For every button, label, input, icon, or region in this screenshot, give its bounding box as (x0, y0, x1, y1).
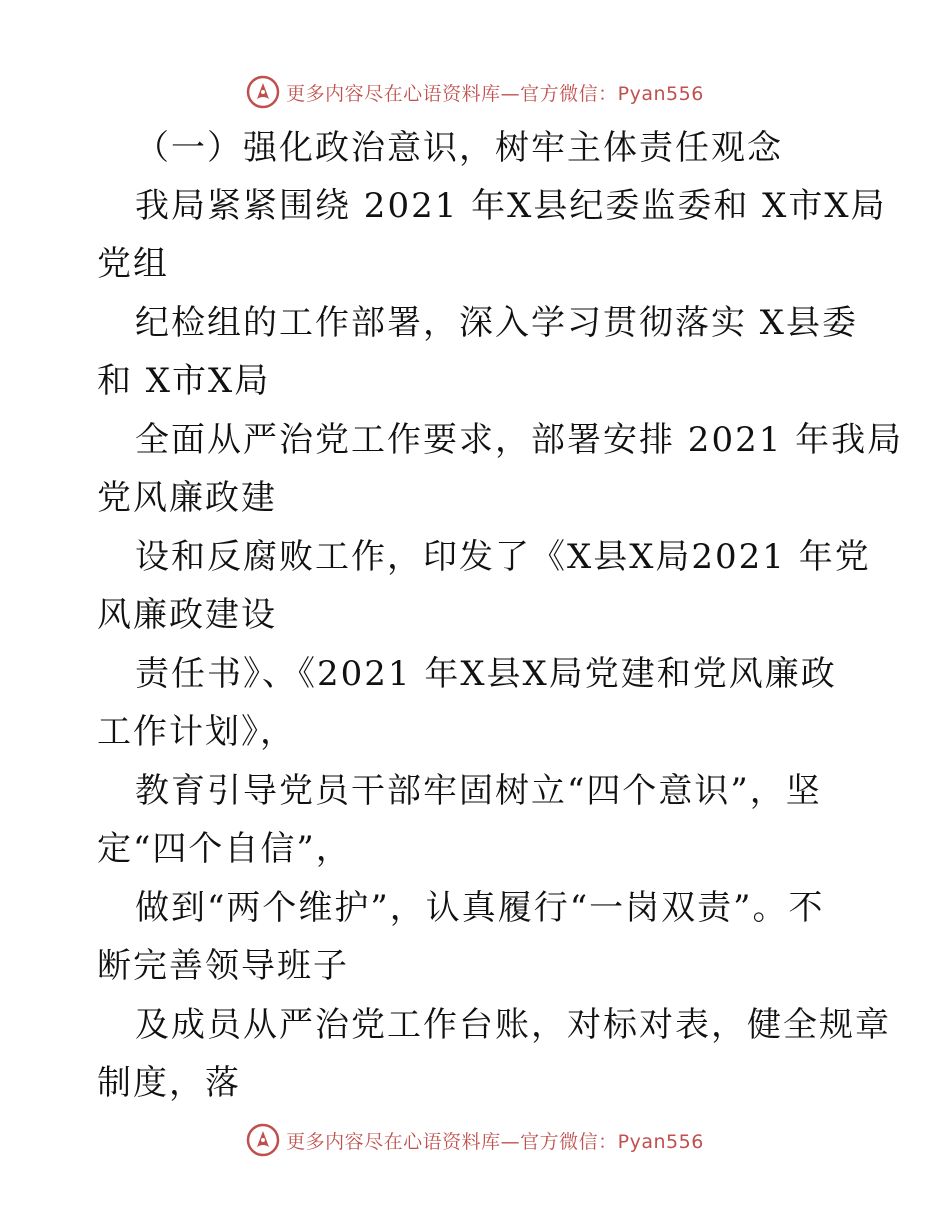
paragraph-line: 制度，落 (97, 1063, 241, 1103)
pen-nib-logo-icon (246, 75, 280, 109)
paragraph-line: 纪检组的工作部署，深入学习贯彻落实 X县委 (135, 303, 859, 343)
paragraph-line: 全面从严治党工作要求，部署安排 2021 年我局 (135, 420, 904, 460)
paragraph-line: 党组 (97, 244, 169, 284)
paragraph-line: 风廉政建设 (97, 595, 277, 635)
paragraph-line: 工作计划》， (97, 712, 296, 752)
paragraph-line: 责任书》、《2021 年X县X局党建和党风廉政 (135, 654, 837, 694)
paragraph-line: 和 X市X局 (97, 361, 271, 401)
section-heading: （一）强化政治意识，树牢主体责任观念 (135, 128, 783, 168)
paragraph-line: 我局紧紧围绕 2021 年X县纪委监委和 X市X局 (135, 186, 887, 226)
paragraph-line: 定“四个自信”， (97, 829, 352, 869)
footer-watermark (0, 1120, 950, 1160)
paragraph-line: 做到“两个维护”，认真履行“一岗双责”。不 (135, 888, 825, 928)
paragraph-line: 设和反腐败工作，印发了《X县X局2021 年党 (135, 537, 871, 577)
watermark-text: 更多内容尽在心语资料库—官方微信：Pyan556 (286, 1130, 704, 1153)
paragraph-line: 教育引导党员干部牢固树立“四个意识”，坚 (135, 771, 822, 811)
watermark-text: 更多内容尽在心语资料库—官方微信：Pyan556 (286, 82, 704, 105)
header-watermark (0, 72, 950, 112)
paragraph-line: 及成员从严治党工作台账，对标对表，健全规章 (135, 1005, 891, 1045)
paragraph-line: 断完善领导班子 (97, 946, 349, 986)
paragraph-line: 党风廉政建 (97, 478, 277, 518)
pen-nib-logo-icon (246, 1123, 280, 1157)
